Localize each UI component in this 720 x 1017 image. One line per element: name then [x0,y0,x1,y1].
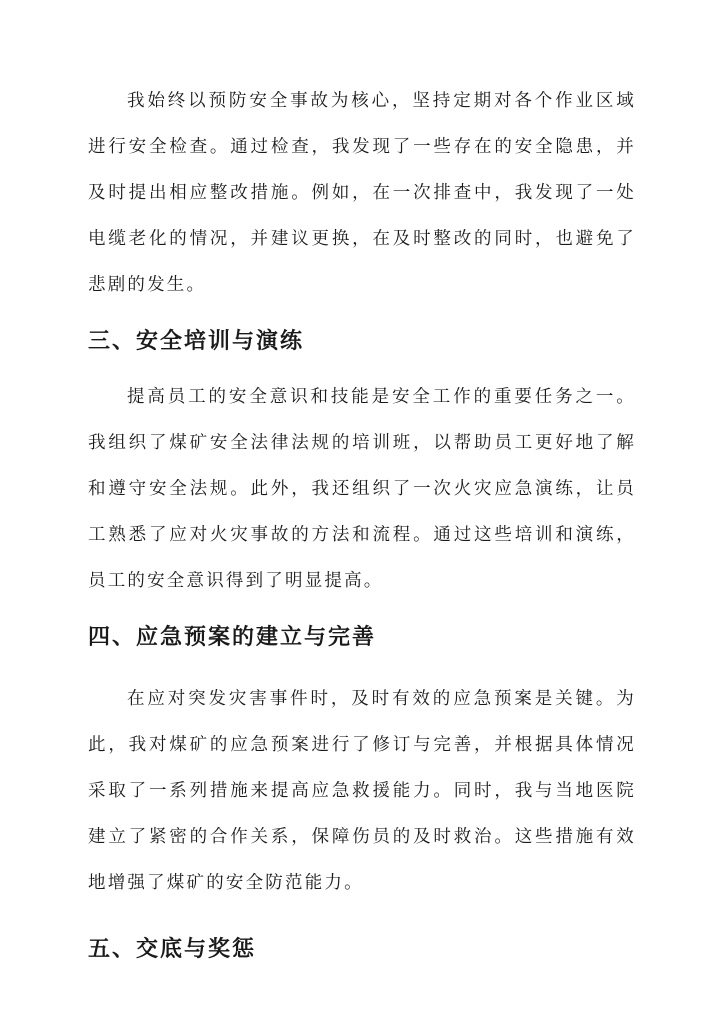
paragraph-safety-training: 提高员工的安全意识和技能是安全工作的重要任务之一。我组织了煤矿安全法律法规的培训班，以帮助员工更好地了解和遵守安全法规。此外，我还组织了一次火灾应急演练，让员工熟悉了应对火灾事故的方法和流程。通过这些培训和演练，员工的安全意识得到了明显提高。 [88,387,636,591]
paragraph-emergency-plan: 在应对突发灾害事件时，及时有效的应急预案是关键。为此，我对煤矿的应急预案进行了修订与完善，并根据具体情况采取了一系列措施来提高应急救援能力。同时，我与当地医院建立了紧密的合作关系，保障伤员的及时救治。这些措施有效地增强了煤矿的安全防范能力。 [88,689,636,893]
section-heading-briefing-rewards: 五、交底与奖惩 [88,936,257,962]
section-heading-safety-training: 三、安全培训与演练 [88,328,305,354]
section-heading-emergency-plan: 四、应急预案的建立与完善 [88,624,377,650]
paragraph-safety-inspection: 我始终以预防安全事故为核心，坚持定期对各个作业区域进行安全检查。通过检查，我发现了一些存在的安全隐患，并及时提出相应整改措施。例如，在一次排查中，我发现了一处电缆老化的情况，并建议更换，在及时整改的同时，也避免了悲剧的发生。 [88,91,636,295]
document-body [88,78,636,966]
